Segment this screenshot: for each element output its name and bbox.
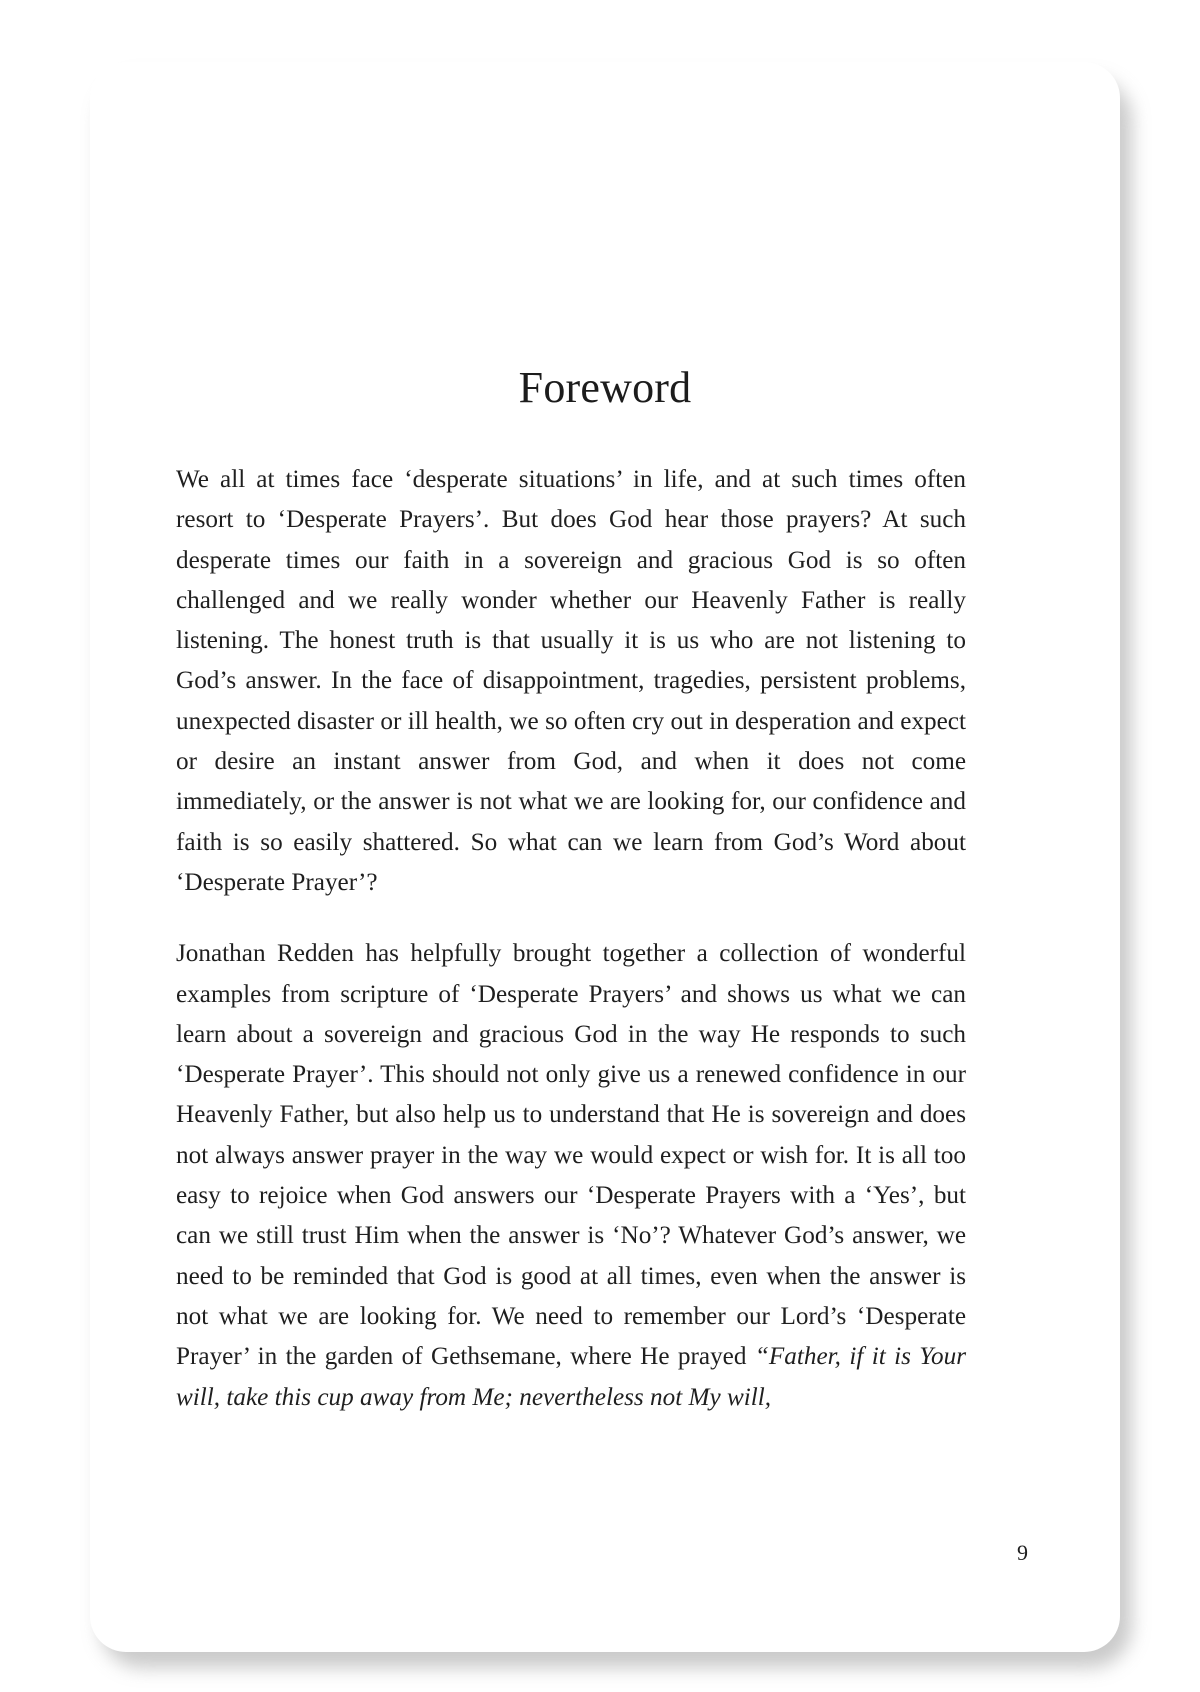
- page-number: 9: [1017, 1540, 1028, 1565]
- page-title: Foreword: [518, 363, 692, 412]
- paragraph-1: We all at times face ‘desperate situations’ in life, and at such times often resort to ‘Desperate Prayers’. But does God hear those prayers? At such desperate times our faith in a sovereign and gracious God is so often challenged and we really wonder whether our Heavenly Father is really listening. The honest truth is that usually it is us who are not listening to God’s answer. In the face of disappointment, tragedies, persistent problems, unexpected disaster or ill health, we so often cry out in desperation and expect or desire an instant answer from God, and when it does not come immediately, or the answer is not what we are looking for, our confidence and faith is so easily shattered. So what can we learn from God’s Word about ‘Desperate Prayer’?: [176, 466, 966, 896]
- paragraph-2: [176, 934, 966, 1418]
- foreword-body: [176, 460, 966, 1418]
- paragraph-2-text: Jonathan Redden has helpfully brought together a collection of wonderful examples from scripture of ‘Desperate Prayers’ and shows us what we can learn about a sovereign and gracious God in the way He responds to such ‘Desperate Prayer’. This should not only give us a renewed confidence in our Heavenly Father, but also help us to understand that He is sovereign and does not always answer prayer in the way we would expect or wish for. It is all too easy to rejoice when God answers our ‘Desperate Prayers with a ‘Yes’, but can we still trust Him when the answer is ‘No’? Whatever God’s answer, we need to be reminded that God is good at all times, even when the answer is not what we are looking for. We need to remember our Lord’s ‘Desperate Prayer’ in the garden of Gethsemane, where He prayed: [176, 940, 966, 1371]
- book-page: [90, 62, 1120, 1652]
- scripture-quote: “Father, if it is Your will, take this cup away from Me; nevertheless not My will,: [176, 1343, 966, 1411]
